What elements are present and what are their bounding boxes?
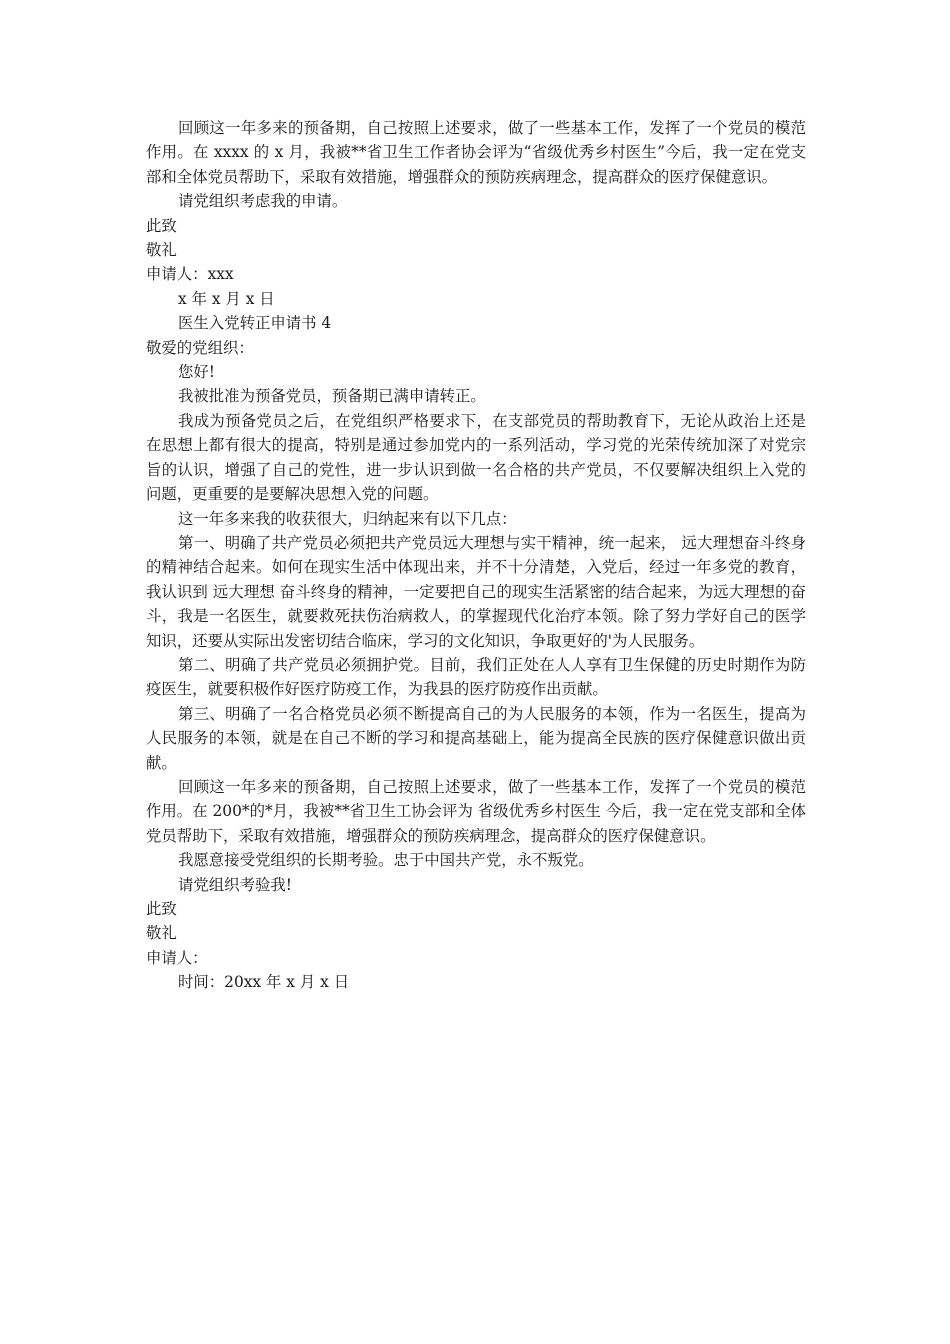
greeting: 您好! bbox=[178, 363, 215, 382]
addressee: 敬爱的党组织： bbox=[146, 338, 254, 357]
section-title: 医生入党转正申请书 4 bbox=[178, 314, 332, 333]
salutation-cizhi-bottom: 此致 bbox=[146, 900, 177, 918]
paragraph-request-consider: 请党组织考虑我的申请。 bbox=[178, 192, 348, 211]
paragraph-review-top: 回顾这一年多来的预备期，自己按照上述要求，做了一些基本工作，发挥了一个党员的模范作用。在 xxxx 的 x 月，我被**省卫生工作者协会评为“省级优秀乡村医生”今后，我一定在党支部和全体党员帮助下，采取有效措施，增强群众的预防疾病理念，提高群众的医疗保健意识。 bbox=[146, 119, 806, 186]
paragraph-point-three: 第三、明确了一名合格党员必须不断提高自己的为人民服务的本领，作为一名医生，提高为人民服务的本领，就是在自己不断的学习和提高基础上，能为提高全民族的医疗保健意识做出贡献。 bbox=[146, 704, 806, 772]
paragraph-pledge: 我愿意接受党组织的长期考验。忠于中国共产党，永不叛党。 bbox=[178, 851, 594, 870]
paragraph-gains-intro: 这一年多来我的收获很大，归纳起来有以下几点： bbox=[178, 509, 517, 528]
paragraph-approved: 我被批准为预备党员，预备期已满申请转正。 bbox=[178, 387, 486, 406]
date-line-bottom: 时间：20xx 年 x 月 x 日 bbox=[178, 973, 350, 992]
paragraph-review-bottom: 回顾这一年多来的预备期，自己按照上述要求，做了一些基本工作，发挥了一个党员的模范作用。在 200*的*月，我被**省卫生工协会评为 省级优秀乡村医生 今后，我一定在党支部和全体党员帮助下，采取有效措施，增强群众的预防疾病理念，提高群众的医疗保健意识。 bbox=[146, 777, 806, 845]
applicant-line-bottom: 申请人： bbox=[146, 948, 208, 967]
salutation-jingli-top: 敬礼 bbox=[146, 241, 177, 260]
salutation-cizhi-top: 此致 bbox=[146, 216, 177, 235]
paragraph-point-two: 第二、明确了共产党员必须拥护党。目前，我们正处在人人享有卫生保健的历史时期作为防疫医生，就要积极作好医疗防疫工作，为我县的医疗防疫作出贡献。 bbox=[146, 655, 806, 699]
paragraph-improvement: 我成为预备党员之后，在党组织严格要求下，在支部党员的帮助教育下，无论从政治上还是在思想上都有很大的提高，特别是通过参加党内的一系列活动，学习党的光荣传统加深了对党宗旨的认识，增强了自己的党性，进一步认识到做一名合格的共产党员，不仅要解决组织上入党的问题，更重要的是要解决思想入党的问题。 bbox=[146, 411, 806, 504]
paragraph-request-examine: 请党组织考验我! bbox=[178, 875, 292, 894]
document-page bbox=[146, 116, 806, 995]
applicant-line-top: 申请人：xxx bbox=[146, 265, 234, 284]
paragraph-point-one: 第一、明确了共产党员必须把共产党员远大理想与实干精神，统一起来， 远大理想奋斗终身的精神结合起来。如何在现实生活中体现出来，并不十分清楚，入党后，经过一年多党的教育，我认识到 远大理想 奋斗终身的精神，一定要把自己的现实生活紧密的结合起来，为远大理想的奋斗，我是一名医生，就要救死扶伤治病救人，的掌握现代化治疗本领。除了努力学好自己的医学知识，还要从实际出发密切结合临床，学习的文化知识，争取更好的'为人民服务。 bbox=[146, 533, 806, 650]
date-line-top: x 年 x 月 x 日 bbox=[178, 289, 275, 308]
salutation-jingli-bottom: 敬礼 bbox=[146, 924, 177, 943]
